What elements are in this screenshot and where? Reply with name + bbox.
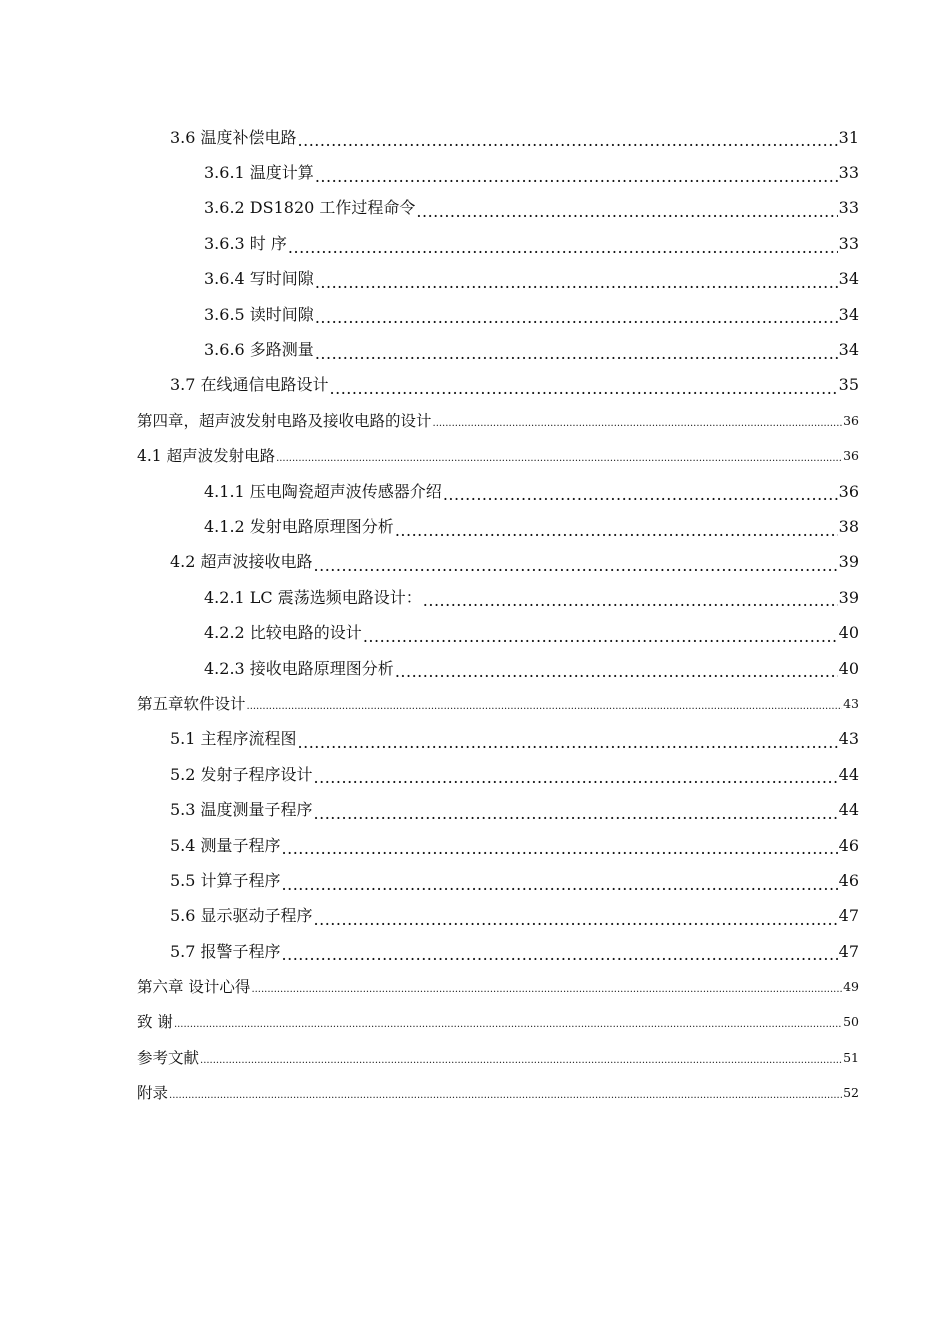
toc-entry-title: 5.2 发射子程序设计 <box>170 764 313 784</box>
toc-leader-dots <box>282 880 838 899</box>
toc-entry-title: 参考文献 <box>137 1048 200 1067</box>
toc-entry[interactable] <box>170 545 859 580</box>
toc-entry-page-number: 49 <box>843 979 859 995</box>
toc-entry-title: 4.2.2 比较电路的设计 <box>204 623 362 643</box>
toc-entry[interactable] <box>204 474 859 509</box>
toc-entry[interactable] <box>170 934 859 969</box>
toc-entry-page-number: 36 <box>838 481 859 501</box>
toc-entry-page-number: 40 <box>838 658 859 678</box>
toc-leader-dots <box>288 243 838 262</box>
toc-entry[interactable] <box>204 615 859 650</box>
toc-entry-page-number: 46 <box>838 870 859 890</box>
toc-leader-dots <box>247 702 843 722</box>
toc-entry[interactable] <box>204 262 859 297</box>
toc-entry[interactable] <box>204 226 859 261</box>
toc-entry-title: 3.6.2 DS1820 工作过程命令 <box>204 198 416 218</box>
toc-entry[interactable] <box>137 403 859 438</box>
toc-leader-dots <box>363 632 838 651</box>
toc-entry[interactable] <box>204 509 859 544</box>
toc-entry[interactable] <box>204 651 859 686</box>
toc-entry[interactable] <box>170 757 859 792</box>
toc-leader-dots <box>251 985 842 1005</box>
toc-entry[interactable] <box>204 332 859 367</box>
toc-entry[interactable] <box>137 1040 859 1075</box>
toc-entry-page-number: 47 <box>838 906 859 926</box>
toc-entry-page-number: 46 <box>838 835 859 855</box>
toc-entry[interactable] <box>170 792 859 827</box>
toc-entry-title: 4.2.1 LC 震荡选频电路设计： <box>204 587 422 607</box>
toc-entry-title: 第五章软件设计 <box>137 694 246 713</box>
toc-leader-dots <box>314 915 838 934</box>
toc-leader-dots <box>276 454 842 474</box>
toc-entry-page-number: 34 <box>838 340 859 360</box>
toc-entry-page-number: 35 <box>838 375 859 395</box>
toc-entry-page-number: 52 <box>843 1085 859 1101</box>
toc-leader-dots <box>315 349 838 368</box>
toc-leader-dots <box>315 278 838 297</box>
toc-entry-page-number: 39 <box>838 552 859 572</box>
toc-leader-dots <box>174 1020 842 1040</box>
toc-leader-dots <box>314 773 838 792</box>
toc-entry-title: 5.1 主程序流程图 <box>170 729 297 749</box>
toc-leader-dots <box>315 172 838 191</box>
toc-entry[interactable] <box>170 863 859 898</box>
toc-entry-title: 5.3 温度测量子程序 <box>170 800 313 820</box>
toc-entry-title: 4.1.2 发射电路原理图分析 <box>204 516 394 536</box>
toc-entry-page-number: 38 <box>838 516 859 536</box>
toc-entry-page-number: 50 <box>843 1014 859 1030</box>
toc-leader-dots <box>314 809 838 828</box>
toc-entry-title: 3.6 温度补偿电路 <box>170 127 297 147</box>
toc-leader-dots <box>314 561 838 580</box>
toc-entry-page-number: 43 <box>838 729 859 749</box>
toc-entry-page-number: 36 <box>843 412 859 428</box>
toc-entry-title: 3.6.5 读时间隙 <box>204 304 314 324</box>
toc-entry[interactable] <box>137 1076 859 1111</box>
toc-entry-title: 5.4 测量子程序 <box>170 835 281 855</box>
toc-leader-dots <box>200 1056 842 1076</box>
toc-leader-dots <box>282 950 838 969</box>
toc-entry[interactable] <box>204 155 859 190</box>
toc-entry[interactable] <box>170 120 859 155</box>
toc-entry-title: 3.6.1 温度计算 <box>204 163 314 183</box>
toc-entry-title: 3.6.4 写时间隙 <box>204 269 314 289</box>
toc-entry[interactable] <box>137 969 859 1004</box>
toc-entry[interactable] <box>170 368 859 403</box>
toc-entry[interactable] <box>204 297 859 332</box>
toc-entry-page-number: 44 <box>838 764 859 784</box>
toc-leader-dots <box>416 207 837 226</box>
toc-leader-dots <box>298 738 838 757</box>
toc-entry-title: 5.7 报警子程序 <box>170 941 281 961</box>
toc-leader-dots <box>330 384 838 403</box>
toc-entry[interactable] <box>137 686 859 721</box>
toc-entry-title: 致 谢 <box>137 1013 173 1032</box>
toc-entry-page-number: 40 <box>838 623 859 643</box>
toc-entry-page-number: 31 <box>838 127 859 147</box>
toc-leader-dots <box>443 490 838 509</box>
toc-entry[interactable] <box>170 899 859 934</box>
toc-entry-page-number: 44 <box>838 800 859 820</box>
toc-leader-dots <box>298 136 838 155</box>
toc-entry-page-number: 33 <box>838 233 859 253</box>
toc-entry[interactable] <box>137 1005 859 1040</box>
toc-entry-title: 第六章 设计心得 <box>137 978 251 997</box>
toc-entry-title: 4.2 超声波接收电路 <box>170 552 313 572</box>
toc-entry-page-number: 36 <box>843 448 859 464</box>
toc-entry-title: 3.7 在线通信电路设计 <box>170 375 329 395</box>
toc-entry-page-number: 51 <box>843 1049 859 1065</box>
toc-leader-dots <box>423 596 838 615</box>
toc-entry-page-number: 47 <box>838 941 859 961</box>
toc-leader-dots <box>433 419 843 439</box>
toc-leader-dots <box>395 667 838 686</box>
toc-entry-page-number: 43 <box>843 695 859 711</box>
toc-entry-title: 附录 <box>137 1084 169 1103</box>
toc-leader-dots <box>395 526 838 545</box>
toc-entry-title: 第四章，超声波发射电路及接收电路的设计 <box>137 411 432 430</box>
toc-leader-dots <box>282 844 838 863</box>
toc-entry-title: 4.2.3 接收电路原理图分析 <box>204 658 394 678</box>
toc-entry-page-number: 33 <box>838 163 859 183</box>
toc-entry-title: 5.6 显示驱动子程序 <box>170 906 313 926</box>
toc-entry-title: 3.6.6 多路测量 <box>204 340 314 360</box>
toc-leader-dots <box>315 313 838 332</box>
toc-entry-page-number: 34 <box>838 304 859 324</box>
table-of-contents <box>0 120 950 1111</box>
toc-leader-dots <box>169 1091 842 1111</box>
toc-entry[interactable] <box>170 828 859 863</box>
toc-entry-page-number: 33 <box>838 198 859 218</box>
toc-entry-title: 4.1.1 压电陶瓷超声波传感器介绍 <box>204 481 442 501</box>
toc-entry-title: 4.1 超声波发射电路 <box>137 447 276 466</box>
toc-entry-title: 3.6.3 时 序 <box>204 233 287 253</box>
toc-entry[interactable] <box>204 580 859 615</box>
toc-entry[interactable] <box>204 191 859 226</box>
toc-entry-page-number: 34 <box>838 269 859 289</box>
toc-entry-title: 5.5 计算子程序 <box>170 870 281 890</box>
toc-entry-page-number: 39 <box>838 587 859 607</box>
toc-entry[interactable] <box>137 439 859 474</box>
toc-entry[interactable] <box>170 722 859 757</box>
